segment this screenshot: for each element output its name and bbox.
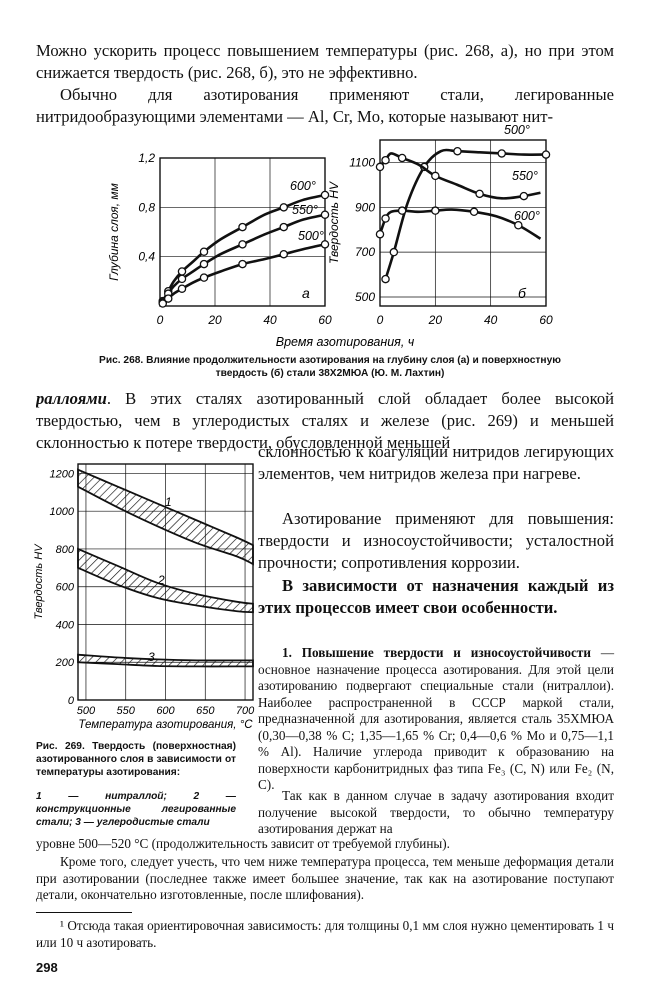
- data-point: [376, 231, 383, 238]
- data-point: [476, 190, 483, 197]
- paragraph-5: [258, 645, 614, 794]
- data-point: [239, 260, 246, 267]
- data-point: [470, 208, 477, 215]
- band-label: 3: [148, 650, 155, 664]
- series-label: 600°: [290, 179, 316, 193]
- page-number: 298: [36, 960, 58, 975]
- x-tick-label: 0: [376, 313, 384, 327]
- x-tick-label: 600: [156, 705, 175, 717]
- data-point: [280, 251, 287, 258]
- paragraph-7: Кроме того, следует учесть, что чем ниже температура процесса, тем меньше деформация детали при азотировании (последнее также имеет большее значение, так как на азотирование поступают детали, окончательно изготовленные, после шлифования).: [36, 854, 614, 902]
- x-tick-label: 0: [156, 313, 164, 327]
- data-point: [200, 274, 207, 281]
- y-tick-label: 0,8: [138, 200, 155, 215]
- paragraph-3: Азотирование применяют для повышения: твердости и износоустойчивости; усталостной прочности; сопротивления коррозии.: [258, 509, 614, 572]
- series-label: 550°: [512, 169, 538, 183]
- data-point: [165, 295, 172, 302]
- y-tick-label: 400: [55, 619, 74, 632]
- data-point: [200, 248, 207, 255]
- y-axis-label: Твердость HV: [327, 182, 341, 264]
- data-point: [520, 192, 527, 199]
- data-point: [239, 223, 246, 230]
- paragraph-5-lead: 1. Повышение твердости и износоустойчивости: [282, 645, 591, 660]
- data-point: [432, 172, 439, 179]
- y-tick-label: 1000: [49, 506, 74, 519]
- data-point: [200, 260, 207, 267]
- x-tick-label: 60: [539, 313, 553, 327]
- figure-269-chart: [30, 456, 255, 736]
- y-axis-label: Глубина слоя, мм: [107, 183, 121, 281]
- data-point: [454, 148, 461, 155]
- data-point: [382, 275, 389, 282]
- footnote: ¹ Отсюда такая ориентировочная зависимость: для толщины 0,1 мм слоя нужно цементировать 1 ч или 10 ч азотировать.: [36, 918, 614, 950]
- x-tick-label: 550: [116, 705, 135, 717]
- series-label: 500°: [504, 123, 530, 137]
- y-tick-label: 1,2: [138, 151, 155, 165]
- y-tick-label: 800: [55, 543, 74, 556]
- paragraph-2-wrap: склонностью к коагуляции нитридов легирующих элементов, чем нитридов железа при нагреве.: [258, 442, 614, 483]
- band-label: 2: [158, 573, 165, 587]
- figure-268-caption: Рис. 268. Влияние продолжительности азотирования на глубину слоя (а) и поверхностную твердость (б) стали 38Х2МЮА (Ю. М. Лахтин): [99, 355, 561, 379]
- data-point: [280, 204, 287, 211]
- footnote-divider: [36, 912, 132, 913]
- data-point: [399, 154, 406, 161]
- data-point: [178, 275, 185, 282]
- series-label: 500°: [298, 229, 324, 243]
- figure-269-caption-title: Рис. 269. Твердость (поверхностная) азотированного слоя в зависимости от температуры азотирования:: [36, 741, 236, 778]
- paragraph-5-text: — основное назначение процесса азотирования. Для этой цели азотированию подвергают специальные стали (нитраллои). Наиболее распространенной в СССР маркой стали, предназначенной для азотирования, является сталь 35ХМЮА (0,30—0,38 % С; 1,35—1,65 % Cr; 0,4—0,6 % Mo и 0,75—1,1 % Al). Наличие углерода приводит к образованию на поверхности карбонитридных фаз типа Fe₃ (C, N) или Fe₂ (N, C).: [258, 645, 614, 792]
- series-label: 550°: [292, 203, 318, 217]
- x-axis-label: Температура азотирования, °С: [78, 719, 253, 731]
- data-point: [376, 163, 383, 170]
- y-tick-label: 700: [354, 245, 375, 260]
- data-point: [542, 151, 549, 158]
- y-tick-label: 0,4: [138, 249, 155, 264]
- x-tick-label: 700: [235, 705, 255, 717]
- series-label: 600°: [514, 209, 540, 223]
- panel-letter: а: [302, 285, 310, 301]
- paragraph-6-end: уровне 500—520 °С (продолжительность зависит от требуемой глубины).: [36, 836, 450, 851]
- data-point: [178, 285, 185, 292]
- figure-268-chart: [0, 118, 650, 353]
- y-tick-label: 200: [55, 657, 74, 670]
- figure-269-caption-legend: 1 — нитраллой; 2 — конструкционные легированные стали; 3 — углеродистые стали: [36, 791, 236, 828]
- y-axis-label: Твердость HV: [33, 544, 45, 620]
- y-tick-label: 1200: [49, 468, 74, 481]
- data-point: [382, 215, 389, 222]
- fig268-xlabel: Время азотирования, ч: [275, 335, 415, 349]
- y-tick-label: 600: [55, 581, 74, 594]
- paragraph-2-lead: Обычно для азотирования применяют стали, легированные нитридообразующими элементами — Al, Cr, Mo, которые называют нит-: [36, 85, 614, 126]
- data-point: [239, 241, 246, 248]
- data-point: [399, 207, 406, 214]
- x-tick-label: 60: [318, 313, 332, 327]
- paragraph-6: Так как в данном случае в задачу азотирования входит получение высокой твердости, то обычно температуру азотирования держат на: [258, 788, 614, 836]
- data-point: [498, 150, 505, 157]
- panel-letter: б: [518, 285, 526, 301]
- y-tick-label: 500: [354, 290, 375, 305]
- y-tick-label: 1100: [349, 155, 375, 170]
- x-tick-label: 500: [76, 705, 96, 717]
- data-point: [382, 157, 389, 164]
- x-tick-label: 40: [263, 313, 277, 327]
- paragraph-1: Можно ускорить процесс повышением температуры (рис. 268, а), но при этом снижается твердость (рис. 268, б), это не эффективно.: [36, 41, 614, 82]
- data-point: [432, 207, 439, 214]
- paragraph-2-italic: раллоями: [36, 389, 107, 408]
- x-tick-label: 20: [208, 313, 222, 327]
- data-point: [178, 268, 185, 275]
- y-tick-label: 0: [67, 695, 74, 707]
- paragraph-4: В зависимости от назначения каждый из этих процессов имеет свои особенности.: [258, 576, 614, 617]
- data-point: [280, 223, 287, 230]
- y-tick-label: 900: [354, 200, 375, 215]
- data-point: [390, 249, 397, 256]
- x-tick-label: 40: [483, 313, 498, 327]
- x-tick-label: 650: [196, 705, 215, 717]
- x-tick-label: 20: [428, 313, 443, 327]
- band-label: 1: [165, 495, 172, 509]
- paragraph-2-rest: . В этих сталях азотированный слой обладает более высокой твердостью, чем в углеродистых сталях и железе (рис. 269) и меньшей склонностью к потере твердости, обусловленной меньшей: [36, 389, 614, 452]
